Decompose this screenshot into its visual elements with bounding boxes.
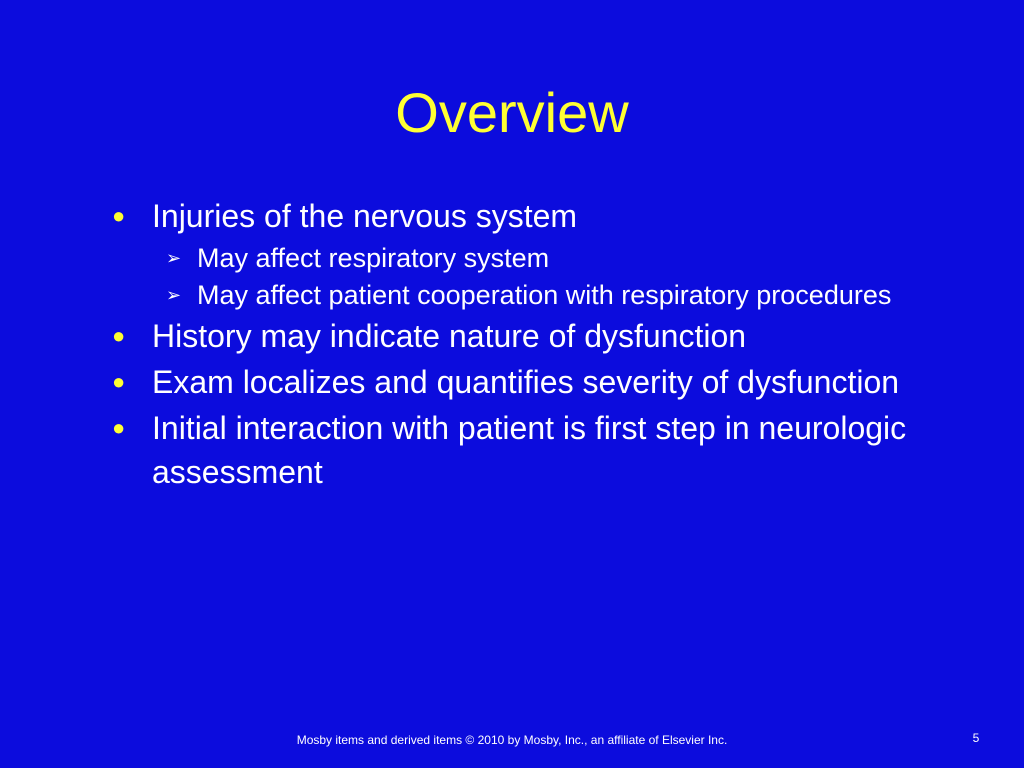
bullet-item xyxy=(112,360,912,404)
copyright-footer: Mosby items and derived items © 2010 by Mosby, Inc., an affiliate of Elsevier Inc. xyxy=(296,733,728,747)
filled-circle-icon: ● xyxy=(112,323,126,348)
sub-bullet-text: May affect respiratory system xyxy=(197,243,550,273)
bullet-text: Exam localizes and quantifies severity of dysfunction xyxy=(152,364,900,400)
page-number: 5 xyxy=(972,731,980,745)
sub-bullet-item xyxy=(112,239,912,277)
arrowhead-icon: ➢ xyxy=(166,248,182,268)
bullet-list xyxy=(112,194,912,496)
filled-circle-icon: ● xyxy=(112,203,126,228)
sub-bullet-text: May affect patient cooperation with respiratory procedures xyxy=(197,280,892,310)
filled-circle-icon: ● xyxy=(112,415,126,440)
bullet-item xyxy=(112,314,912,358)
arrowhead-icon: ➢ xyxy=(166,285,182,305)
bullet-text: Injuries of the nervous system xyxy=(152,198,578,234)
bullet-item xyxy=(112,194,912,238)
bullet-text: Initial interaction with patient is first step in neurologic assessment xyxy=(152,410,907,490)
filled-circle-icon: ● xyxy=(112,369,126,394)
slide-title: Overview xyxy=(395,81,629,144)
bullet-item xyxy=(112,406,912,494)
sub-bullet-item xyxy=(112,276,912,314)
bullet-text: History may indicate nature of dysfunction xyxy=(152,318,747,354)
